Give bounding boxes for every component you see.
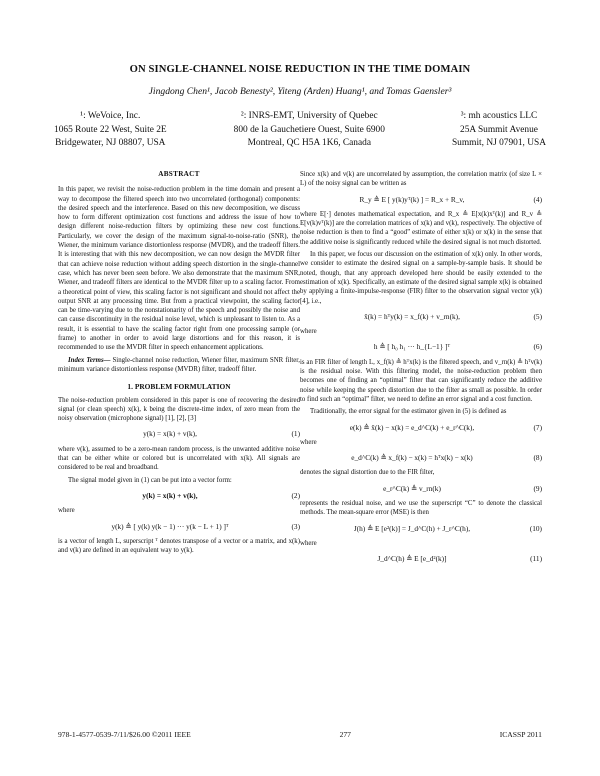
paragraph: Since x(k) and v(k) are uncorrelated by assumption, the correlation matrix (of size L × L) of the noisy signal can be written as (300, 171, 542, 188)
affiliation-line: 1065 Route 22 West, Suite 2E (54, 124, 167, 135)
affiliations (54, 110, 546, 151)
equation-body: J(h) ≜ E [e²(k)] = J_d^C(h) + J_r^C(h), (353, 523, 471, 533)
equation-number: (9) (533, 483, 542, 493)
equation-2 (58, 491, 300, 500)
affiliation-line: 25A Summit Avenue (460, 124, 538, 135)
equation-1 (58, 429, 300, 438)
left-column (58, 170, 300, 558)
equation-body: R_y ≜ E [ y(k)yᵀ(k) ] = R_x + R_v, (359, 194, 465, 204)
equation-body: h ≜ [ h₀ h₁ ··· h_{L−1} ]ᵀ (373, 342, 451, 352)
paragraph: where (300, 438, 317, 446)
equation-number: (3) (291, 521, 300, 531)
abstract-text: In this paper, we revisit the noise-reduction problem in the time domain and present a way to decompose the filtered speech into two uncorrelated (orthogonal) components: the desired speech and the interference. Based on this new decomposition, we discuss how to form different optimization cost functions and address the issue of how to design different noise-reduction filters by optimizing these new cost functions. Particularly, we cover the design of the maximum signal-to-noise-ratio (SNR), the Wiener, the minimum variance distortionless response (MVDR), and the tradeoff filters. It is interesting that with this new decomposition, we can now design the MVDR filter that can achieve noise reduction without adding speech distortion in the single-channel case, which has never been seen before. We also demonstrate that the maximum SNR, Wiener, and tradeoff filters are identical to the MVDR filter up to a scaling factor. From a theoretical point of view, this scaling factor is not significant and should not affect the output SNR at any processing time. But from a practical viewpoint, the scaling factor can be time-varying due to the nonstationarity of the speech and possibly the noise and can cause discontinuity in the residual noise level, which is unpleasant to listen to. As a result, it is essential to have the scaling factor right from one processing sample (or frame) to another in order to avoid large distortions and for this reason, it is recommended to use the MVDR filter in speech enhancement applications. (58, 186, 300, 352)
equation-4 (300, 195, 542, 204)
equation-number: (8) (533, 453, 542, 463)
right-column (300, 170, 542, 570)
equation-number: (10) (529, 523, 542, 533)
section-heading: 1. PROBLEM FORMULATION (127, 382, 231, 392)
page-number: 277 (339, 730, 351, 739)
author-list: Jingdong Chen¹, Jacob Benesty², Yiteng (Arden) Huang¹, and Tomas Gaensler³ (148, 86, 452, 97)
paragraph: where (300, 328, 317, 336)
equation-body: e_d^C(k) ≜ x_f(k) − x(k) = hᵀx(k) − x(k) (351, 453, 473, 463)
equation-body: y(k) = x(k) + v(k), (142, 490, 198, 500)
equation-10 (300, 524, 542, 533)
paragraph: denotes the signal distortion due to the FIR filter, (300, 469, 435, 477)
affiliation-wevoice (54, 110, 167, 151)
equation-number: (11) (530, 554, 542, 564)
affiliation-line: ¹: WeVoice, Inc. (80, 111, 141, 121)
equation-number: (4) (533, 194, 542, 204)
paragraph: where E[·] denotes mathematical expectation, and R_x ≜ E[x(k)xᵀ(k)] and R_v ≜ E[v(k)vᵀ(k)] are the correlation matrices of x(k) and v(k), respectively. The objective of noise reduction is then to find a “good” estimate of either x(k) or x(k) in the sense that the additive noise is significantly reduced while the desired signal is not much distorted. (300, 210, 542, 246)
paragraph: where v(k), assumed to be a zero-mean random process, is the unwanted additive noise that can be either white or colored but is uncorrelated with x(k). All signals are considered to be real and broadband. (58, 445, 300, 472)
index-terms-label: Index Terms— (68, 356, 111, 364)
affiliation-line: Bridgewater, NJ 08807, USA (55, 138, 166, 148)
equation-number: (5) (533, 311, 542, 321)
equation-8 (300, 453, 542, 462)
affiliation-inrs (234, 110, 385, 151)
paragraph: The noise-reduction problem considered in this paper is one of recovering the desired signal (or clean speech) x(k), k being the discrete-time index, of zero mean from the noisy observation (microphone signal) [1], [2], [3] (58, 396, 300, 423)
footer-conference: ICASSP 2011 (499, 730, 542, 739)
paragraph: Traditionally, the error signal for the estimator given in (5) is defined as (310, 408, 507, 416)
equation-body: y(k) ≜ [ y(k) y(k − 1) ··· y(k − L + 1) ]ᵀ (111, 521, 229, 531)
abstract-heading: ABSTRACT (158, 170, 200, 178)
equation-7 (300, 423, 542, 432)
paragraph: where (58, 507, 75, 515)
footer-isbn: 978-1-4577-0539-7/11/$26.00 ©2011 IEEE (58, 730, 191, 739)
equation-number: (7) (533, 422, 542, 432)
paragraph: is an FIR filter of length L, x_f(k) ≜ hᵀx(k) is the filtered speech, and v_rn(k) ≜ hᵀv(k) is the residual noise. With this filtering model, the noise-reduction problem then becomes one of finding an “optimal” filter that can significantly reduce the additive noise while keeping the speech distortion due to the filter as small as possible. In order to find such an “optimal” filter, we need to define an error signal and a cost function. (300, 358, 542, 403)
index-terms-text: Single-channel noise reduction, Wiener filter, maximum SNR filter, minimum variance distortionless response (MVDR) filter, tradeoff filter. (58, 356, 300, 373)
paragraph: where (300, 539, 317, 547)
equation-body: J_d^C(h) ≜ E [e_d²(k)] (377, 554, 447, 564)
equation-3 (58, 522, 300, 531)
paragraph: represents the residual noise, and we use the superscript “C” to denote the classical methods. The mean-square error (MSE) is then (300, 500, 542, 517)
paragraph: is a vector of length L, superscript ᵀ denotes transpose of a vector or a matrix, and x(k) and v(k) are defined in an equivalent way to y(k). (58, 537, 300, 555)
paper-title: ON SINGLE-CHANNEL NOISE REDUCTION IN THE TIME DOMAIN (129, 64, 471, 75)
affiliation-line: Montreal, QC H5A 1K6, Canada (247, 138, 371, 148)
equation-11 (300, 554, 542, 563)
equation-5 (300, 312, 542, 321)
paragraph: In this paper, we focus our discussion on the estimation of x(k) only. In other words, we consider to estimate the desired signal on a sample-by-sample basis. It should be noted, though, that any approach developed here should be easily extended to the estimation of x(k). Specifically, an estimate of the desired signal sample x(k) is obtained by applying a finite-impulse-response (FIR) filter to the observation signal vector y(k) [4], i.e., (300, 251, 542, 305)
equation-body: y(k) = x(k) + v(k), (143, 429, 197, 439)
affiliation-line: Summit, NJ 07901, USA (451, 138, 546, 148)
equation-number: (2) (291, 490, 300, 500)
equation-body: x̂(k) = hᵀy(k) = x_f(k) + v_rn(k), (364, 311, 460, 321)
index-terms (58, 356, 300, 375)
paragraph: The signal model given in (1) can be put into a vector form: (68, 476, 232, 484)
page-footer (58, 730, 542, 739)
equation-number: (6) (533, 342, 542, 352)
affiliation-mh-acoustics (452, 110, 546, 151)
equation-6 (300, 342, 542, 351)
affiliation-line: 800 de la Gauchetiere Ouest, Suite 6900 (233, 124, 385, 135)
affiliation-line: ³: mh acoustics LLC (460, 111, 538, 121)
equation-body: e(k) ≜ x̂(k) − x(k) = e_d^C(k) + e_r^C(k), (349, 422, 475, 432)
equation-9 (300, 484, 542, 493)
affiliation-line: ²: INRS-EMT, University of Quebec (240, 111, 378, 121)
equation-number: (1) (291, 429, 300, 439)
equation-body: e_r^C(k) ≜ v_rn(k) (383, 483, 441, 493)
